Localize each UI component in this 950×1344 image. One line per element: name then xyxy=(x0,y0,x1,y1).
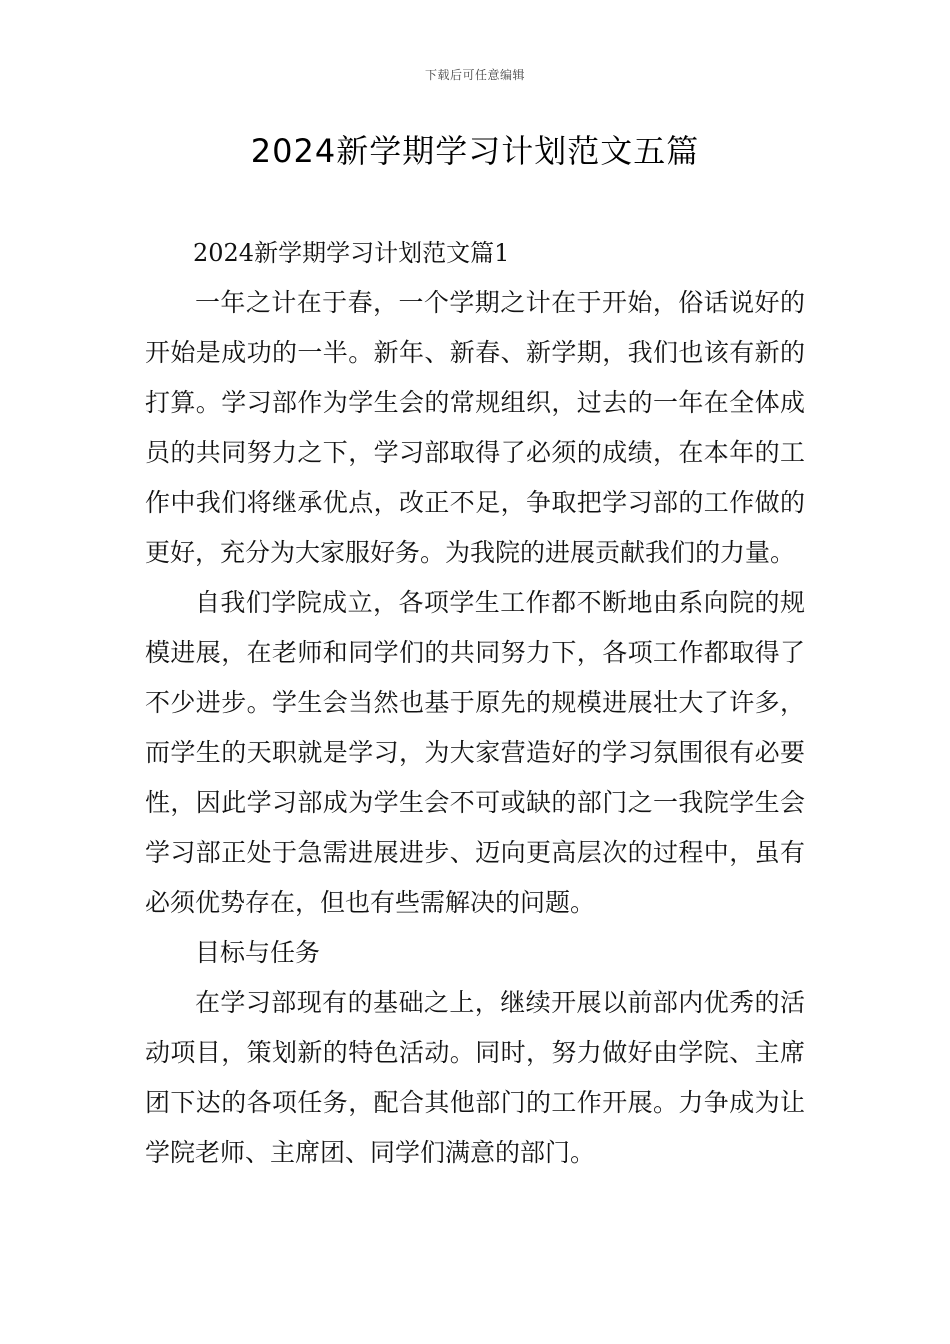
body-paragraph: 一年之计在于春，一个学期之计在于开始，俗话说好的开始是成功的一半。新年、新春、新学期，我们也该有新的打算。学习部作为学生会的常规组织，过去的一年在全体成员的共同努力之下，学习部取得了必须的成绩，在本年的工作中我们将继承优点，改正不足，争取把学习部的工作做的更好，充分为大家服好务。为我院的进展贡献我们的力量。 xyxy=(145,288,805,567)
document-title: 2024新学期学习计划范文五篇 xyxy=(250,132,700,170)
document-body xyxy=(145,228,805,1178)
body-paragraph: 在学习部现有的基础之上，继续开展以前部内优秀的活动项目，策划新的特色活动。同时，努力做好由学院、主席团下达的各项任务，配合其他部门的工作开展。力争成为让学院老师、主席团、同学们满意的部门。 xyxy=(145,988,805,1167)
section-heading: 2024新学期学习计划范文篇1 xyxy=(193,239,510,267)
header-note: 下载后可任意编辑 xyxy=(424,68,525,82)
body-paragraph: 自我们学院成立，各项学生工作都不断地由系向院的规模进展，在老师和同学们的共同努力下，各项工作都取得了不少进步。学生会当然也基于原先的规模进展壮大了许多，而学生的天职就是学习，为大家营造好的学习氛围很有必要性，因此学习部成为学生会不可或缺的部门之一我院学生会学习部正处于急需进展进步、迈向更高层次的过程中，虽有必须优势存在，但也有些需解决的问题。 xyxy=(145,588,805,917)
sub-heading: 目标与任务 xyxy=(195,938,321,967)
